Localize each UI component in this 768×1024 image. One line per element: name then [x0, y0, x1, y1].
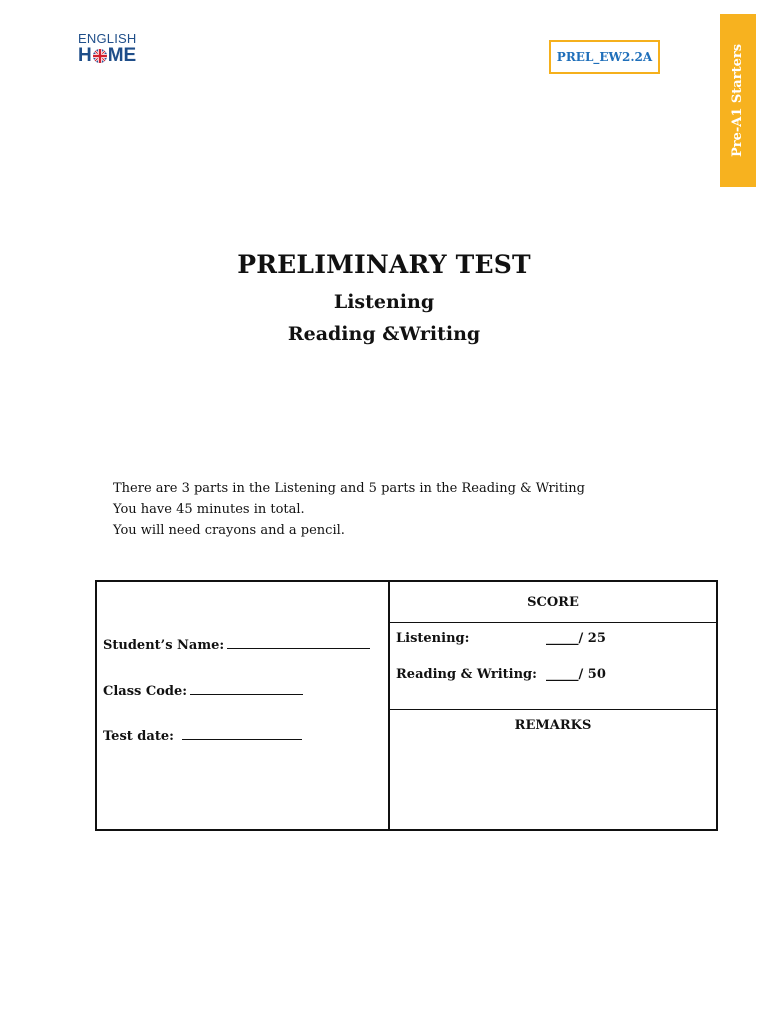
instruction-line: There are 3 parts in the Listening and 5 parts in the Reading & Writing: [113, 481, 585, 496]
student-name-field[interactable]: [103, 637, 370, 653]
document-code-box: [549, 40, 660, 74]
student-name-blank[interactable]: [227, 637, 370, 649]
logo-text-bottom: [78, 46, 138, 66]
class-code-field[interactable]: [103, 683, 303, 699]
student-details-cell: [97, 582, 390, 829]
test-date-blank[interactable]: [182, 728, 302, 740]
remarks-area[interactable]: [390, 733, 716, 829]
class-code-blank[interactable]: [190, 683, 303, 695]
uk-flag-icon: [93, 49, 107, 63]
instruction-line: You have 45 minutes in total.: [113, 502, 305, 517]
logo-text-top: ENGLISH: [78, 31, 137, 46]
score-heading: SCORE: [390, 582, 716, 623]
student-name-label: Student’s Name:: [103, 638, 225, 653]
score-remarks-column: [390, 582, 716, 829]
listening-score-label: Listening:: [396, 631, 470, 646]
document-code: PREL_EW2.2A: [556, 50, 653, 64]
reading-writing-score-value[interactable]: _____/ 50: [546, 667, 606, 682]
remarks-heading: REMARKS: [514, 718, 592, 733]
english-home-logo: [78, 32, 138, 66]
instructions: [113, 478, 585, 541]
student-info-table: [95, 580, 718, 831]
level-label: Pre-A1 Starters: [730, 43, 746, 158]
class-code-label: Class Code:: [103, 684, 188, 699]
logo-letters-me: ME: [107, 45, 137, 66]
test-date-field[interactable]: [103, 728, 302, 744]
reading-writing-score-label: Reading & Writing:: [396, 667, 537, 682]
instruction-line: You will need crayons and a pencil.: [113, 523, 345, 538]
score-section: [390, 623, 716, 710]
test-date-label: Test date:: [103, 729, 174, 744]
level-side-tab: [720, 14, 756, 187]
subtitle-reading-writing: Reading &Writing: [287, 323, 481, 345]
listening-score-value[interactable]: _____/ 25: [546, 631, 606, 646]
subtitle-listening: Listening: [333, 291, 435, 313]
logo-letter-h: H: [78, 45, 92, 66]
page-title: PRELIMINARY TEST: [237, 250, 531, 279]
